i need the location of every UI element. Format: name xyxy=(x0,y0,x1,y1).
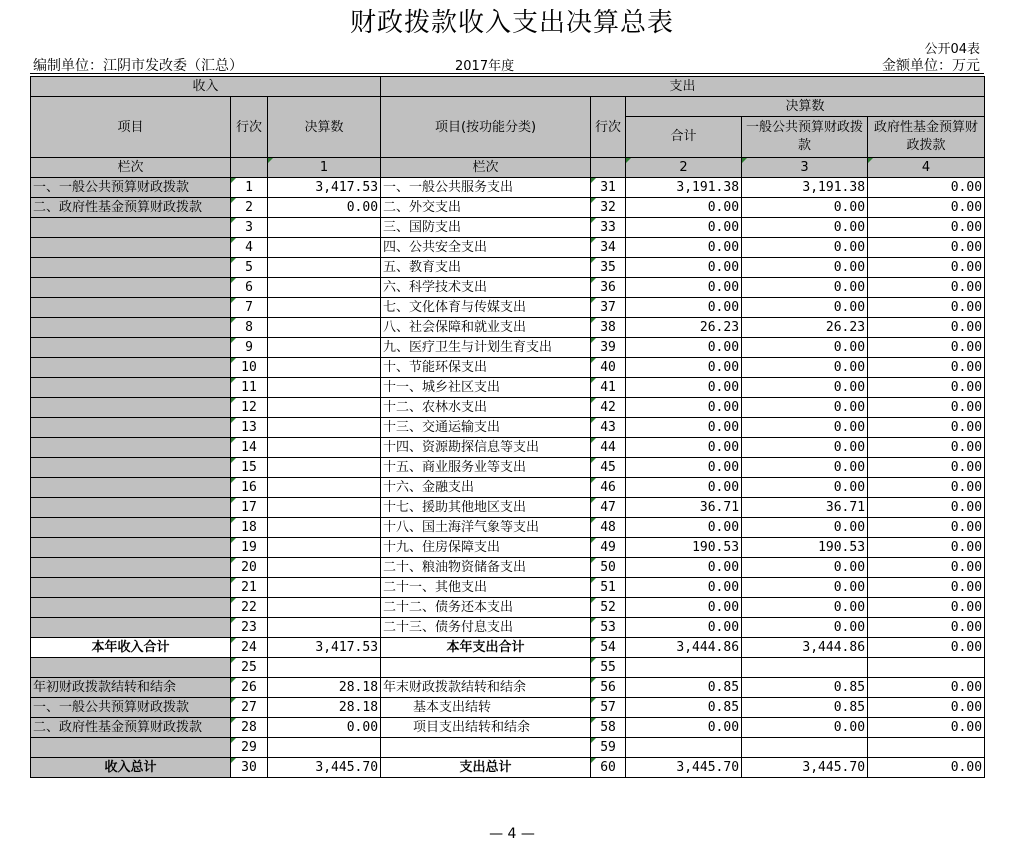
expense-row-no-cell: 33 xyxy=(591,218,626,238)
expense-general-cell: 0.00 xyxy=(742,418,868,438)
expense-total-cell: 3,444.86 xyxy=(626,638,742,658)
expense-general-cell: 0.00 xyxy=(742,378,868,398)
income-amount-cell xyxy=(268,518,381,538)
income-row-no-cell: 24 xyxy=(231,638,268,658)
expense-total-cell: 0.00 xyxy=(626,358,742,378)
expense-row-no-cell: 37 xyxy=(591,298,626,318)
income-amount-cell xyxy=(268,618,381,638)
expense-row-no-cell: 54 xyxy=(591,638,626,658)
expense-general-cell: 0.00 xyxy=(742,198,868,218)
expense-fund-cell: 0.00 xyxy=(868,478,985,498)
table-row xyxy=(31,358,985,378)
expense-fund-cell: 0.00 xyxy=(868,758,985,778)
expense-item-cell: 十二、农林水支出 xyxy=(381,398,591,418)
income-row-no-cell: 7 xyxy=(231,298,268,318)
expense-general-cell: 0.00 xyxy=(742,258,868,278)
expense-row-no-cell: 52 xyxy=(591,598,626,618)
table-row xyxy=(31,558,985,578)
gov-fund-header: 政府性基金预算财政拨款 xyxy=(868,117,985,158)
income-row-no-cell: 30 xyxy=(231,758,268,778)
expense-fund-cell: 0.00 xyxy=(868,398,985,418)
expense-total-cell: 0.00 xyxy=(626,198,742,218)
income-item-cell xyxy=(31,658,231,678)
expense-general-cell: 26.23 xyxy=(742,318,868,338)
expense-total-cell: 0.00 xyxy=(626,718,742,738)
expense-item-cell: 一、一般公共服务支出 xyxy=(381,178,591,198)
income-row-no-cell: 2 xyxy=(231,198,268,218)
expense-total-cell: 36.71 xyxy=(626,498,742,518)
expense-item-cell: 二十三、债务付息支出 xyxy=(381,618,591,638)
income-amount-cell xyxy=(268,298,381,318)
expense-item-cell: 四、公共安全支出 xyxy=(381,238,591,258)
expense-general-cell xyxy=(742,658,868,678)
expense-item-cell: 年末财政拨款结转和结余 xyxy=(381,678,591,698)
table-row xyxy=(31,658,985,678)
income-row-no-cell: 23 xyxy=(231,618,268,638)
expense-row-no-cell: 50 xyxy=(591,558,626,578)
expense-fund-cell xyxy=(868,738,985,758)
expense-general-cell: 0.00 xyxy=(742,298,868,318)
expense-item-cell: 十一、城乡社区支出 xyxy=(381,378,591,398)
expense-row-no-cell: 47 xyxy=(591,498,626,518)
income-item-cell xyxy=(31,478,231,498)
expense-item-cell: 基本支出结转 xyxy=(381,698,591,718)
table-row xyxy=(31,398,985,418)
income-row-no-cell: 27 xyxy=(231,698,268,718)
income-row-no-cell: 13 xyxy=(231,418,268,438)
income-item-cell xyxy=(31,598,231,618)
income-row-no-cell: 5 xyxy=(231,258,268,278)
table-row xyxy=(31,298,985,318)
expense-total-cell: 0.00 xyxy=(626,338,742,358)
income-amount-cell: 0.00 xyxy=(268,198,381,218)
expense-item-cell: 支出总计 xyxy=(381,758,591,778)
expense-total-cell: 0.00 xyxy=(626,598,742,618)
expense-final-amount-header: 决算数 xyxy=(626,97,985,117)
income-item-cell xyxy=(31,518,231,538)
expense-general-cell xyxy=(742,738,868,758)
expense-general-cell: 0.00 xyxy=(742,618,868,638)
table-row xyxy=(31,618,985,638)
expense-row-no-cell: 46 xyxy=(591,478,626,498)
expense-item-cell xyxy=(381,658,591,678)
expense-general-cell: 3,191.38 xyxy=(742,178,868,198)
income-row-no-cell: 22 xyxy=(231,598,268,618)
expense-fund-cell xyxy=(868,658,985,678)
income-item-cell xyxy=(31,398,231,418)
income-amount-cell xyxy=(268,358,381,378)
expense-item-cell: 二十、粮油物资储备支出 xyxy=(381,558,591,578)
income-row-no-cell: 10 xyxy=(231,358,268,378)
expense-general-cell: 0.00 xyxy=(742,218,868,238)
expense-item-cell: 项目支出结转和结余 xyxy=(381,718,591,738)
table-row xyxy=(31,478,985,498)
expense-total-cell: 0.00 xyxy=(626,278,742,298)
expense-fund-cell: 0.00 xyxy=(868,358,985,378)
income-item-cell xyxy=(31,418,231,438)
table-row xyxy=(31,178,985,198)
row-no-header: 行次 xyxy=(231,97,268,158)
expense-row-no-cell: 57 xyxy=(591,698,626,718)
expense-item-cell: 十四、资源勘探信息等支出 xyxy=(381,438,591,458)
table-row xyxy=(31,338,985,358)
income-amount-cell xyxy=(268,218,381,238)
income-row-no-cell: 3 xyxy=(231,218,268,238)
expense-total-cell: 0.00 xyxy=(626,378,742,398)
expense-item-cell: 十五、商业服务业等支出 xyxy=(381,458,591,478)
table-row xyxy=(31,538,985,558)
income-amount-cell xyxy=(268,258,381,278)
expense-general-cell: 0.00 xyxy=(742,438,868,458)
expense-fund-cell: 0.00 xyxy=(868,378,985,398)
expense-row-no-cell: 35 xyxy=(591,258,626,278)
expense-item-cell: 二、外交支出 xyxy=(381,198,591,218)
table-row xyxy=(31,738,985,758)
income-amount-cell: 0.00 xyxy=(268,718,381,738)
expense-row-no-cell: 42 xyxy=(591,398,626,418)
expense-item-cell: 七、文化体育与传媒支出 xyxy=(381,298,591,318)
table-row xyxy=(31,198,985,218)
table-row xyxy=(31,278,985,298)
income-amount-cell xyxy=(268,318,381,338)
expense-total-cell: 0.00 xyxy=(626,298,742,318)
income-item-cell xyxy=(31,298,231,318)
income-item-cell xyxy=(31,378,231,398)
income-row-no-cell: 15 xyxy=(231,458,268,478)
income-item-cell: 年初财政拨款结转和结余 xyxy=(31,678,231,698)
expense-item-cell: 五、教育支出 xyxy=(381,258,591,278)
expense-general-cell: 0.85 xyxy=(742,698,868,718)
income-row-no-cell: 20 xyxy=(231,558,268,578)
expense-general-cell: 0.00 xyxy=(742,278,868,298)
income-item-cell xyxy=(31,738,231,758)
table-row xyxy=(31,458,985,478)
expense-total-cell: 0.00 xyxy=(626,258,742,278)
expense-item-cell: 二十一、其他支出 xyxy=(381,578,591,598)
income-amount-cell: 3,417.53 xyxy=(268,178,381,198)
income-item-cell xyxy=(31,358,231,378)
expense-row-no-header: 行次 xyxy=(591,97,626,158)
column-label-blank xyxy=(591,158,626,178)
income-amount-cell xyxy=(268,498,381,518)
expense-item-cell xyxy=(381,738,591,758)
expense-general-cell: 0.00 xyxy=(742,578,868,598)
expense-item-cell: 十九、住房保障支出 xyxy=(381,538,591,558)
table-row xyxy=(31,678,985,698)
expense-row-no-cell: 32 xyxy=(591,198,626,218)
expense-fund-cell: 0.00 xyxy=(868,718,985,738)
expense-row-no-cell: 58 xyxy=(591,718,626,738)
table-row xyxy=(31,318,985,338)
expense-total-cell: 3,445.70 xyxy=(626,758,742,778)
page-title: 财政拨款收入支出决算总表 xyxy=(349,8,674,38)
expense-fund-cell: 0.00 xyxy=(868,218,985,238)
expense-item-cell: 六、科学技术支出 xyxy=(381,278,591,298)
income-item-cell xyxy=(31,258,231,278)
expense-row-no-cell: 31 xyxy=(591,178,626,198)
income-item-cell: 一、一般公共预算财政拨款 xyxy=(31,178,231,198)
expense-row-no-cell: 49 xyxy=(591,538,626,558)
expense-fund-cell: 0.00 xyxy=(868,338,985,358)
expense-row-no-cell: 41 xyxy=(591,378,626,398)
income-row-no-cell: 6 xyxy=(231,278,268,298)
expense-general-cell: 0.00 xyxy=(742,558,868,578)
expense-fund-cell: 0.00 xyxy=(868,238,985,258)
income-amount-cell xyxy=(268,398,381,418)
expense-general-cell: 0.00 xyxy=(742,518,868,538)
column-number: 4 xyxy=(868,158,985,178)
table-row xyxy=(31,258,985,278)
final-amount-header: 决算数 xyxy=(268,97,381,158)
amount-unit: 金额单位：万元 xyxy=(882,58,980,74)
expense-row-no-cell: 34 xyxy=(591,238,626,258)
expense-total-cell xyxy=(626,738,742,758)
expense-general-cell: 0.00 xyxy=(742,338,868,358)
expense-total-cell: 0.00 xyxy=(626,238,742,258)
expense-fund-cell: 0.00 xyxy=(868,458,985,478)
income-item-cell xyxy=(31,238,231,258)
income-item-cell xyxy=(31,578,231,598)
expense-row-no-cell: 56 xyxy=(591,678,626,698)
expense-general-cell: 190.53 xyxy=(742,538,868,558)
expense-general-cell: 3,445.70 xyxy=(742,758,868,778)
general-budget-header: 一般公共预算财政拨款 xyxy=(742,117,868,158)
income-row-no-cell: 26 xyxy=(231,678,268,698)
income-row-no-cell: 11 xyxy=(231,378,268,398)
expense-row-no-cell: 59 xyxy=(591,738,626,758)
income-item-cell xyxy=(31,438,231,458)
income-item-cell xyxy=(31,218,231,238)
income-item-cell: 收入总计 xyxy=(31,758,231,778)
table-row xyxy=(31,238,985,258)
expense-total-cell: 0.00 xyxy=(626,558,742,578)
expense-row-no-cell: 38 xyxy=(591,318,626,338)
income-item-cell: 本年收入合计 xyxy=(31,638,231,658)
income-row-no-cell: 21 xyxy=(231,578,268,598)
expense-row-no-cell: 40 xyxy=(591,358,626,378)
expense-row-no-cell: 48 xyxy=(591,518,626,538)
income-amount-cell xyxy=(268,278,381,298)
income-amount-cell xyxy=(268,458,381,478)
income-amount-cell xyxy=(268,558,381,578)
income-amount-cell xyxy=(268,238,381,258)
income-amount-cell xyxy=(268,598,381,618)
expense-item-cell: 十六、金融支出 xyxy=(381,478,591,498)
table-row xyxy=(31,578,985,598)
expense-general-cell: 0.00 xyxy=(742,718,868,738)
expense-fund-cell: 0.00 xyxy=(868,278,985,298)
table-row xyxy=(31,518,985,538)
expense-total-cell: 0.00 xyxy=(626,618,742,638)
expense-total-cell: 0.00 xyxy=(626,418,742,438)
expense-fund-cell: 0.00 xyxy=(868,518,985,538)
income-amount-cell xyxy=(268,658,381,678)
item-header: 项目 xyxy=(31,97,231,158)
table-row xyxy=(31,698,985,718)
expense-fund-cell: 0.00 xyxy=(868,618,985,638)
expense-row-no-cell: 51 xyxy=(591,578,626,598)
expense-row-no-cell: 43 xyxy=(591,418,626,438)
expense-fund-cell: 0.00 xyxy=(868,638,985,658)
column-label-blank xyxy=(231,158,268,178)
income-row-no-cell: 19 xyxy=(231,538,268,558)
expense-row-no-cell: 53 xyxy=(591,618,626,638)
expense-total-cell: 3,191.38 xyxy=(626,178,742,198)
table-row xyxy=(31,218,985,238)
table-row xyxy=(31,498,985,518)
column-number: 3 xyxy=(742,158,868,178)
expense-fund-cell: 0.00 xyxy=(868,178,985,198)
header-rule xyxy=(30,73,984,74)
expense-general-cell: 0.00 xyxy=(742,398,868,418)
table-row xyxy=(31,638,985,658)
income-amount-cell xyxy=(268,418,381,438)
expense-fund-cell: 0.00 xyxy=(868,598,985,618)
page-number: — 4 — xyxy=(489,826,535,842)
income-row-no-cell: 16 xyxy=(231,478,268,498)
form-number: 公开04表 xyxy=(924,42,980,57)
expense-fund-cell: 0.00 xyxy=(868,318,985,338)
income-item-cell: 一、一般公共预算财政拨款 xyxy=(31,698,231,718)
expense-fund-cell: 0.00 xyxy=(868,538,985,558)
income-amount-cell xyxy=(268,578,381,598)
expense-fund-cell: 0.00 xyxy=(868,578,985,598)
income-header: 收入 xyxy=(31,77,381,97)
income-row-no-cell: 17 xyxy=(231,498,268,518)
expense-header: 支出 xyxy=(381,77,985,97)
expense-item-cell: 十三、交通运输支出 xyxy=(381,418,591,438)
expense-fund-cell: 0.00 xyxy=(868,698,985,718)
expense-general-cell: 0.00 xyxy=(742,598,868,618)
expense-total-cell: 0.00 xyxy=(626,458,742,478)
column-number: 1 xyxy=(268,158,381,178)
income-row-no-cell: 9 xyxy=(231,338,268,358)
expense-item-cell: 本年支出合计 xyxy=(381,638,591,658)
income-item-cell xyxy=(31,558,231,578)
income-row-no-cell: 18 xyxy=(231,518,268,538)
expense-general-cell: 0.00 xyxy=(742,478,868,498)
expense-item-cell: 十、节能环保支出 xyxy=(381,358,591,378)
expense-general-cell: 3,444.86 xyxy=(742,638,868,658)
expense-total-cell: 0.00 xyxy=(626,578,742,598)
expense-row-no-cell: 36 xyxy=(591,278,626,298)
income-row-no-cell: 29 xyxy=(231,738,268,758)
total-header: 合计 xyxy=(626,117,742,158)
income-item-cell: 二、政府性基金预算财政拨款 xyxy=(31,198,231,218)
expense-item-cell: 二十二、债务还本支出 xyxy=(381,598,591,618)
expense-general-cell: 0.00 xyxy=(742,358,868,378)
function-item-header: 项目(按功能分类) xyxy=(381,97,591,158)
budget-summary-table xyxy=(30,76,985,778)
expense-total-cell: 0.00 xyxy=(626,518,742,538)
income-row-no-cell: 25 xyxy=(231,658,268,678)
expense-total-cell: 0.00 xyxy=(626,478,742,498)
income-amount-cell xyxy=(268,538,381,558)
expense-general-cell: 0.85 xyxy=(742,678,868,698)
table-row xyxy=(31,718,985,738)
fiscal-year: 2017年度 xyxy=(455,59,515,74)
table-row xyxy=(31,598,985,618)
expense-item-cell: 十七、援助其他地区支出 xyxy=(381,498,591,518)
income-item-cell xyxy=(31,498,231,518)
expense-total-cell: 190.53 xyxy=(626,538,742,558)
expense-fund-cell: 0.00 xyxy=(868,678,985,698)
expense-total-cell xyxy=(626,658,742,678)
expense-fund-cell: 0.00 xyxy=(868,558,985,578)
expense-total-cell: 26.23 xyxy=(626,318,742,338)
expense-row-no-cell: 44 xyxy=(591,438,626,458)
expense-item-cell: 八、社会保障和就业支出 xyxy=(381,318,591,338)
income-item-cell: 二、政府性基金预算财政拨款 xyxy=(31,718,231,738)
expense-total-cell: 0.85 xyxy=(626,678,742,698)
column-number: 2 xyxy=(626,158,742,178)
income-item-cell xyxy=(31,318,231,338)
income-item-cell xyxy=(31,618,231,638)
column-label: 栏次 xyxy=(31,158,231,178)
income-amount-cell xyxy=(268,378,381,398)
table-row xyxy=(31,758,985,778)
income-row-no-cell: 4 xyxy=(231,238,268,258)
income-amount-cell: 3,417.53 xyxy=(268,638,381,658)
income-amount-cell xyxy=(268,438,381,458)
table-row xyxy=(31,418,985,438)
income-item-cell xyxy=(31,458,231,478)
expense-total-cell: 0.00 xyxy=(626,218,742,238)
expense-general-cell: 0.00 xyxy=(742,238,868,258)
income-amount-cell: 28.18 xyxy=(268,698,381,718)
expense-fund-cell: 0.00 xyxy=(868,258,985,278)
expense-row-no-cell: 39 xyxy=(591,338,626,358)
income-amount-cell xyxy=(268,478,381,498)
column-label: 栏次 xyxy=(381,158,591,178)
income-amount-cell: 28.18 xyxy=(268,678,381,698)
expense-row-no-cell: 45 xyxy=(591,458,626,478)
income-row-no-cell: 8 xyxy=(231,318,268,338)
expense-item-cell: 三、国防支出 xyxy=(381,218,591,238)
income-row-no-cell: 14 xyxy=(231,438,268,458)
income-amount-cell xyxy=(268,338,381,358)
expense-total-cell: 0.00 xyxy=(626,438,742,458)
income-item-cell xyxy=(31,538,231,558)
expense-fund-cell: 0.00 xyxy=(868,198,985,218)
expense-fund-cell: 0.00 xyxy=(868,298,985,318)
income-amount-cell xyxy=(268,738,381,758)
income-amount-cell: 3,445.70 xyxy=(268,758,381,778)
table-row xyxy=(31,378,985,398)
table-row xyxy=(31,438,985,458)
expense-fund-cell: 0.00 xyxy=(868,498,985,518)
expense-total-cell: 0.85 xyxy=(626,698,742,718)
reporting-unit: 编制单位：江阴市发改委（汇总） xyxy=(33,58,243,74)
expense-general-cell: 0.00 xyxy=(742,458,868,478)
expense-item-cell: 九、医疗卫生与计划生育支出 xyxy=(381,338,591,358)
income-row-no-cell: 1 xyxy=(231,178,268,198)
expense-row-no-cell: 55 xyxy=(591,658,626,678)
expense-total-cell: 0.00 xyxy=(626,398,742,418)
expense-row-no-cell: 60 xyxy=(591,758,626,778)
income-item-cell xyxy=(31,338,231,358)
income-item-cell xyxy=(31,278,231,298)
expense-general-cell: 36.71 xyxy=(742,498,868,518)
expense-item-cell: 十八、国土海洋气象等支出 xyxy=(381,518,591,538)
expense-fund-cell: 0.00 xyxy=(868,418,985,438)
income-row-no-cell: 12 xyxy=(231,398,268,418)
expense-fund-cell: 0.00 xyxy=(868,438,985,458)
income-row-no-cell: 28 xyxy=(231,718,268,738)
